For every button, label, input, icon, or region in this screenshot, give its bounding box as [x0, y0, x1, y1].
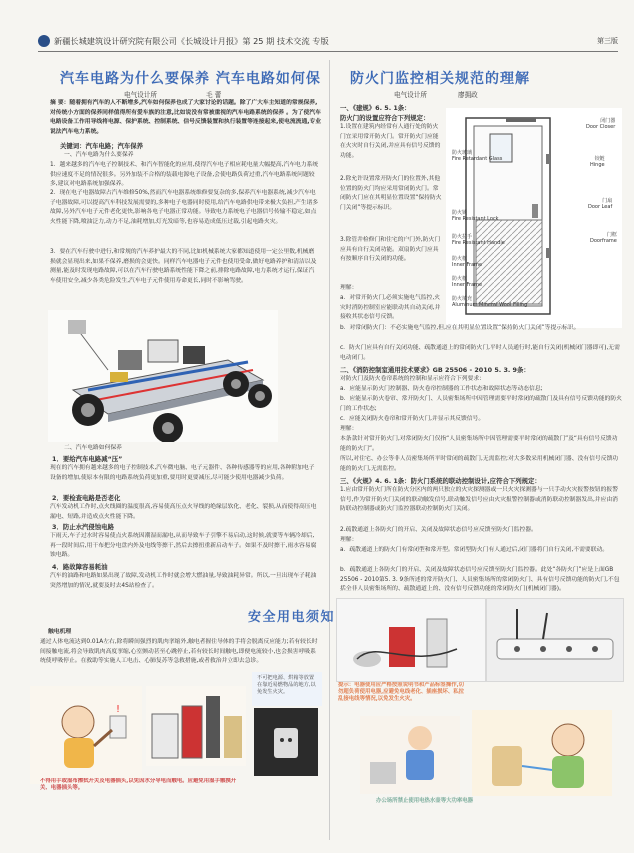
appliance-photo	[336, 598, 486, 682]
caption-middle: 不可把电源、烘箱等放置在靠近易燃物品的地方,以免发生火灾。	[257, 675, 316, 695]
middle-caption-box	[252, 672, 322, 706]
power-strip-drawing	[487, 599, 623, 681]
power-strip-photo	[486, 598, 624, 682]
right-p3-2: 2.疏散通道上各防火门的开启、关闭及故障状态信号应反馈至防火门监控器。	[340, 527, 537, 533]
car-image-label	[48, 310, 49, 311]
left-p2-2: 汽车发动机工作时,点火线圈的温度很高,容易使高压点火导线的绝缘层软化、老化、裂损,从而使得高压电漏电、短路,并造成点火性能下降。	[50, 504, 317, 520]
left-p3: 3．要在汽车行驶中进行,和常规的汽车养护最大的不同,比如机械系统大家都知道使用一定公里数,机械磨损就会显现出来,如果不保养,磨损的会更快。同样汽车电器电子元件也使用受命,做好电路养护和清洁以及测量,能及时发现电路故障,可以在汽车行驶电路系统性能下降之前,排除电路故障,电力系统才运行,保证汽车使用安全,减少各类危险发生,汽车电子元件使用寿命更长,同时不影响驾驶。	[50, 249, 317, 284]
right-article-title: 防火门监控相关规范的理解	[350, 71, 530, 87]
right-p2-u1: 本条款针对常开防火门,对常闭防火门仅指“人员密集场所中因管理需要平时常闭的疏散门”及“具有信号反馈功能的防火门”。	[340, 436, 618, 452]
door-label-inner-frame-b-cn: 防火框	[452, 276, 468, 282]
appliances-drawing	[337, 599, 485, 681]
right-p3-b: b．疏散通道上各防火门的开启、关闭及故障状态信号应反馈至防火门监控器。此处“各防火门”应是上面GB 25506 - 2010第5. 3. 9条所述的常开防火门、人员密集场所的常闭防火门、具有信号反馈功能的防火门,不包括全非人员密集场所的、疏散通道上的、没有信号反馈功能的常闭防火门(机械闭门器)。	[340, 567, 620, 593]
page-header	[38, 34, 618, 48]
door-label-filling-cn: 防火填充	[452, 296, 473, 302]
door-label-frame	[590, 232, 617, 244]
left-byline-dept: 电气设计所	[124, 91, 157, 99]
door-label-leaf-en: Door Leaf	[588, 204, 613, 210]
door-label-inner-frame-a-cn: 防火框	[452, 256, 468, 262]
door-label-leaf-cn: 门扇	[602, 198, 613, 204]
door-label-lock	[452, 210, 499, 222]
left-keywords: 关键词：汽车电路；汽车保养	[60, 142, 144, 150]
left-p1: 1．越来越多的汽车电子控制技术、和汽车智能化的应用,使得汽车电子相应耗电量大幅提高,汽车电力系统供应速度不足的情况很多。另外加装不合格的装载电源电子设备,会使电路负荷过重,汽车电路系统问题较多,建议对电路系统加强保养。	[50, 162, 319, 188]
chemicals-illustration	[146, 686, 246, 766]
right-p1-1: 1.设置在建筑内经常有人通行处的防火门宜采用常开防火门。常开防火门应能在火灾时自行关闭,并应具有信号反馈的功能。	[340, 124, 441, 159]
door-label-glass	[452, 150, 502, 162]
door-label-closer-en: Door Closer	[586, 124, 616, 130]
door-label-handle	[452, 234, 505, 246]
door-label-glass-en: Fire Retardant Glass	[452, 156, 503, 162]
page-number: 第三版	[597, 37, 618, 45]
left-byline-author: 毛 蕾	[206, 91, 222, 99]
right-para2-head: 二、《消防控制室通用技术要求》GB 25506 - 2010 5. 3. 9条：	[340, 366, 530, 374]
door-label-lock-cn: 防火锁	[452, 210, 468, 216]
right-byline-dept: 电气设计所	[394, 91, 427, 99]
door-label-glass-cn: 防火玻璃	[452, 150, 473, 156]
left-article-title: 汽车电路为什么要保养 汽车电路如何保	[60, 71, 321, 87]
right-p2-u2: 所以,对住宅、办公等非人员密集场所平时常闭的疏散门,无需监控;对大多数采用机械闭门器、没有信号反馈功能的防火门,无需监控。	[340, 456, 619, 472]
safety-text: 通过人体电流达到0.01A左右,除将瞬间强烈的肌肉挛缩外,触电者握住导体的手将会脱离反应能力;若有较长时间接触电流,将会导致肌肉高度挛缩,心室颤动甚至心跳停止,若有较长时间触电,即便电流较小,也会损害呼吸系统使呼吸停止。在救助等实施人工电击、心肺复苏等急救措施,或者救治并立即去急诊。	[40, 639, 318, 665]
chemical-bottles-drawing	[146, 686, 246, 766]
door-label-inner-frame-b-en: Inner Frame	[452, 282, 483, 288]
caption-left: 不得用手或湿布擦拭开关及电器插头,以免因水分导电而触电。应避免用湿手触摸开关、电器插头等。	[40, 778, 237, 792]
door-label-inner-frame-a	[452, 256, 482, 268]
door-label-handle-cn: 防火拉手	[452, 234, 473, 240]
header-text: 新疆长城建筑设计研究院有限公司《长城设计月报》第 25 期 技术交流 专版	[54, 35, 329, 46]
left-sec2-heading: 二、汽车电路如何保养	[64, 445, 122, 451]
right-p1-2: 2.除允许设置常开防火门的位置外,其他位置的防火门均应采用常闭防火门。常闭防火门应在其明显位置设置“保持防火门关闭”等提示标识。	[340, 176, 442, 211]
door-label-inner-frame-b	[452, 276, 482, 288]
person-drawing	[360, 716, 460, 794]
right-p2-c: c．应能关闭防火卷帘和常开防火门,并显示其反馈信号。	[340, 416, 485, 422]
wall-outlet-drawing	[254, 708, 318, 776]
door-label-frame-cn: 门框	[606, 232, 617, 238]
right-p3-1: 1.应由常开防火门所在防火分区内的两只独立的火灾探测器或一只火灾探测器与一只手动火灾报警按钮的报警信号,作为常开防火门关闭的联动触发信号,联动触发信号应由火灾报警控制器或消防联动控制器发出,并应由消防联动控制器或防火门监控器联动控制防火门关闭。	[340, 487, 618, 513]
left-p2-1: 现在的汽车拥有越来越多的电子控制技术,汽车微电脑、电子元器件、各种传感器等的应用,各种附加电子设备的增加,使原本有限的电路系统负荷更加重,要用时更要减压,尽可能少使用电器减少负荷。	[50, 465, 315, 481]
left-p2-4: 汽车的油路和电路如果出现了故障,发动机工作时就会增大燃油量,导致油耗异常。所以,一旦出现车子耗油突然增加的情况,就要及时去4S站检查了。	[50, 573, 317, 589]
green-caption: 办公场所禁止使用电热水壶等大功率电器	[376, 798, 474, 804]
right-p1-3: 3.除管井检修门和住宅的户门外,防火门应具有自行关闭功能。双扇防火门应具有按顺序自行关闭的功能。	[340, 237, 441, 263]
child-outlet-drawing	[30, 686, 142, 784]
right-para1-sub: 防火门的设置应符合下列规定：	[340, 114, 430, 122]
right-uc: c．防火门应具有自行关闭功能、疏散通道上的常闭防火门,平时人员通行时,能自行关闭(机械闭门器即可),无需电动闭门。	[340, 345, 620, 361]
door-label-handle-en: Fire Resistant Handle	[452, 240, 505, 246]
person-appliance-illustration	[360, 716, 460, 794]
svg-text:!: !	[116, 704, 121, 715]
safety-subtitle: 触电机理	[48, 629, 72, 635]
header-divider	[38, 51, 618, 52]
child-outlet-illustration	[30, 686, 142, 784]
left-h2-4: 4．路故障容易耗油	[52, 563, 108, 571]
left-p2-3: 下雨天,车子过水时容易使点火系统因潮湿而漏电,从而导致车子引擎不易启动,这时候,就要等车辆冷却后,再一段时间后,用干布把分电盘内外及电线等擦干,然后去擦扭重新启动车子。如果不及时擦干,雨水容易腐蚀电路。	[50, 533, 317, 559]
left-h2-3: 3．防止水汽侵蚀电路	[52, 523, 114, 531]
child-water-drawing	[472, 710, 612, 796]
right-understand1: 理解：	[340, 285, 358, 291]
right-para1-head: 一、《建规》6. 5. 1条：	[340, 104, 411, 112]
door-label-lock-en: Fire Resistant Lock	[452, 216, 499, 222]
right-understand2: 理解：	[340, 426, 358, 432]
door-label-frame-en: Doorframe	[590, 238, 617, 244]
car-chassis-illustration	[48, 310, 278, 442]
door-label-filling	[452, 296, 527, 308]
door-label-closer	[586, 118, 615, 130]
child-water-illustration	[472, 710, 612, 796]
left-p2: 2．现在电子电器故障占汽车维修50%,然而汽车电器系统维修要复杂的多,保养汽车电器系统,减少汽车电子电器故障,可以提高汽车科技发展需要的,多种电子电器同时使用,给汽车电路供电带来极大负担,产生诸多故障,另外汽车电子元件老化更快,影响各电子电器正常功能。导致电力系统电子电器信号传输不稳定,如点火性能下降,喷油泛力,动力不足,油耗增加,灯光发暗等,也容易造成低压过载,引起电路火灾。	[50, 190, 319, 225]
right-p3-a: a．疏散通道上的防火门有常闭型和常开型。常闭型防火门有人通过后,闭门器将门自行关闭,不需要联动。	[340, 547, 609, 553]
left-h2-1: 1．要给汽车电路减“压”	[52, 455, 123, 463]
right-ua: a．对常开防火门,必须实施电气监控,火灾时消防控制室应能联动其自动关闭,并接收其状态信号反馈。	[340, 295, 441, 321]
company-logo-icon	[38, 35, 50, 47]
pink-caption: 提示：电器使用应严格按照说明书和产品标签操作,切勿超负荷使用电器,应避免电线老化、插座损坏、私拉乱接电线等情况,以免发生火灾。	[338, 682, 465, 703]
door-label-hinge	[590, 156, 605, 168]
left-abstract: 摘 要：随着拥有汽车的人不断增多,汽车如何保养也成了大家讨论的话题。除了广大车主知道的常规保养,对传统小方面的保养同样值得所有爱车族的注意,比如说没有常被重视的汽车电路系统的保养 。为了使汽车电路设备工作用导线将电源、保护系统、控制系统、信号反馈装置和执行装置等连接起来,使电流流通,专业说法汽车电力系统。	[50, 100, 322, 135]
right-para3-head: 三、《火规》4. 6. 1条：防火门系统的联动控制设计,应符合下列规定：	[340, 477, 541, 485]
door-label-filling-en: Aluminum Mineral Wool Filling	[452, 302, 528, 308]
outlet-photo	[254, 708, 318, 776]
right-p2-text: 对防火门及防火卷帘系统的控制和显示应符合下列要求：	[340, 376, 485, 382]
left-h2-2: 2．要检查电路是否老化	[52, 494, 121, 502]
door-label-closer-cn: 闭门器	[600, 118, 616, 124]
door-label-inner-frame-a-en: Inner Frame	[452, 262, 483, 268]
door-label-hinge-en: Hinge	[590, 162, 605, 168]
door-label-leaf	[588, 198, 612, 210]
right-ub: b．对常闭防火门：不必实施电气监控,但,应在其明显位置设置“保持防火门关闭”等提示标识。	[340, 325, 580, 331]
door-label-hinge-cn: 铰链	[594, 156, 605, 162]
car-chassis-image	[48, 310, 278, 442]
column-divider	[329, 60, 330, 840]
safety-title: 安全用电须知	[248, 610, 336, 625]
right-p2-a: a．应能显示防火门控制器、防火卷帘控制器的工作状态和故障状态等动态信息;	[340, 386, 543, 392]
left-sec1-heading: 一、汽车电路为什么要保养	[64, 152, 134, 158]
right-p2-b: b．应能显示防火卷帘、常开防火门、人员密集场所中因管理需要平时常闭的疏散门及具有信号反馈功能的防火门的工作状态;	[340, 396, 622, 412]
right-understand3: 理解：	[340, 537, 358, 543]
right-byline-author: 廖拥政	[458, 91, 478, 99]
